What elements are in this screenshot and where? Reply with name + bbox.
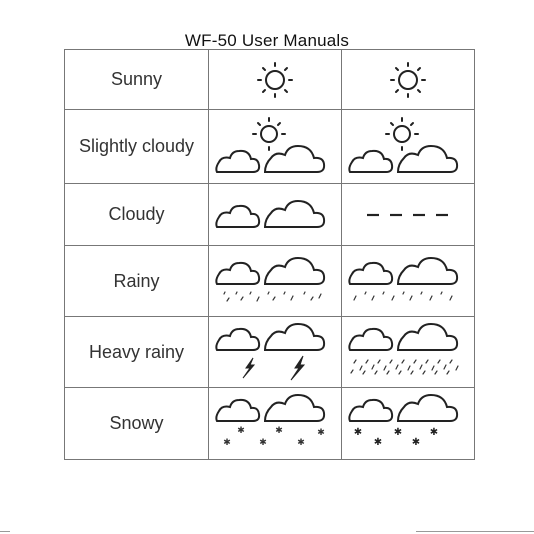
row-label: Slightly cloudy: [65, 110, 209, 184]
sun-cloud-icon: [213, 112, 337, 182]
svg-text:✱: ✱: [317, 427, 325, 438]
page-title: WF-50 User Manuals: [184, 31, 350, 50]
row-label: Rainy: [65, 246, 209, 317]
rain-cloud-icon: [213, 250, 337, 312]
snow-cloud-icon: [346, 393, 470, 455]
svg-text:✱: ✱: [237, 425, 245, 436]
svg-text:✱: ✱: [393, 426, 403, 438]
row-label: Heavy rainy: [65, 317, 209, 388]
dash-line: [363, 205, 453, 225]
row-label: Snowy: [65, 388, 209, 460]
lightning-cloud-icon: [213, 320, 337, 384]
snow-cloud-icon: [213, 393, 337, 455]
sun-icon: [245, 52, 305, 108]
svg-text:✱: ✱: [259, 437, 267, 448]
row-label: Sunny: [65, 50, 209, 110]
svg-text:✱: ✱: [275, 425, 283, 436]
table-row: [65, 246, 475, 317]
row-label: Cloudy: [65, 184, 209, 246]
heavy-rain-cloud-icon: [346, 320, 470, 384]
svg-text:✱: ✱: [373, 436, 383, 448]
divider: [0, 531, 10, 532]
weather-icon-table: [64, 49, 475, 460]
svg-text:✱: ✱: [429, 426, 439, 438]
svg-text:✱: ✱: [411, 436, 421, 448]
table-row: [65, 388, 475, 460]
table-row: [65, 184, 475, 246]
cloud-icon: [213, 193, 337, 237]
table-row: [65, 317, 475, 388]
table-row: [65, 110, 475, 184]
svg-text:✱: ✱: [223, 437, 231, 448]
table-row: [65, 50, 475, 110]
svg-text:✱: ✱: [353, 426, 363, 438]
svg-text:✱: ✱: [297, 437, 305, 448]
sun-cloud-icon: [346, 112, 470, 182]
rain-cloud-icon: [346, 250, 470, 312]
divider: [416, 531, 534, 532]
sun-icon: [378, 52, 438, 108]
